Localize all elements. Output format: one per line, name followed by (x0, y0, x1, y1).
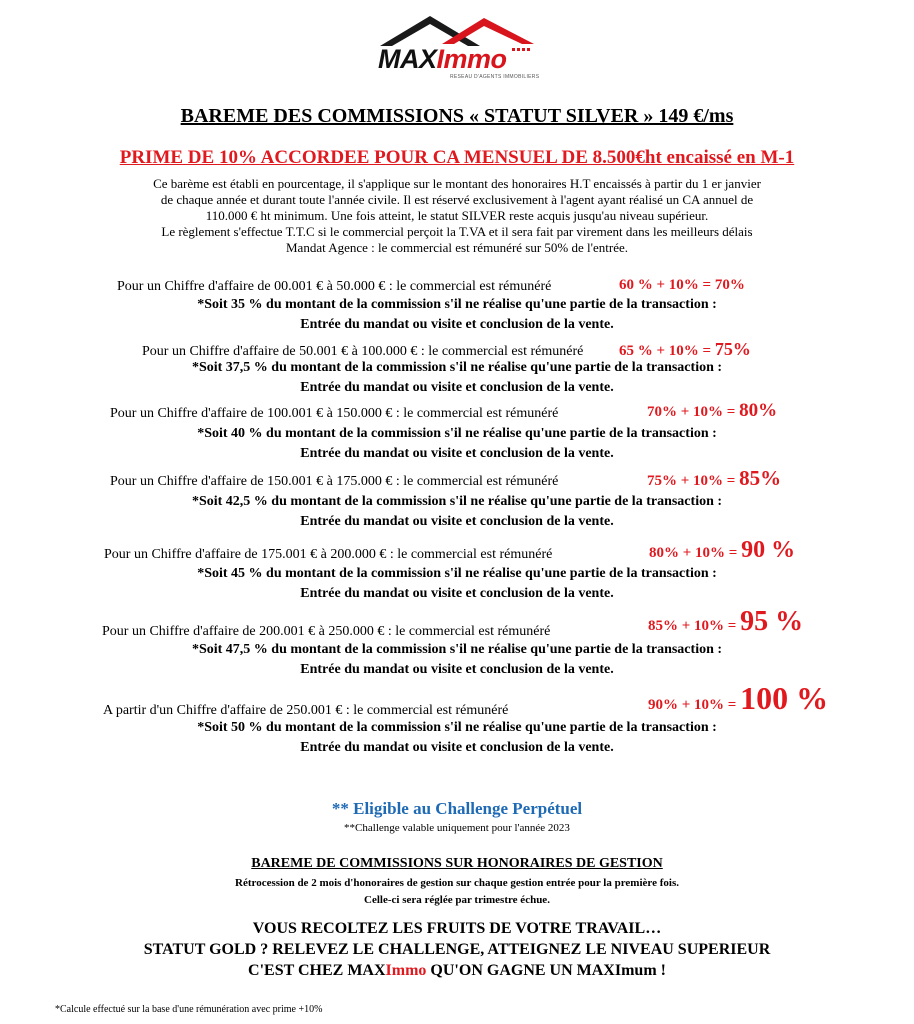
tier-range: Pour un Chiffre d'affaire de 50.001 € à 100.000 € : le commercial est rémunéré (142, 344, 584, 359)
closing-message (0, 918, 914, 981)
tier-note: *Soit 37,5 % du montant de la commission s'il ne réalise qu'une partie de la transaction : Entrée du mandat ou visite et conclusion de la vente. (191, 360, 723, 395)
intro-line: Le règlement s'effectue T.T.C si le commercial perçoit la T.VA et il sera fait par virement dans les meilleurs délais (161, 224, 753, 239)
intro-paragraph (70, 176, 844, 256)
tier-note: *Soit 40 % du montant de la commission s'il ne réalise qu'une partie de la transaction : Entrée du mandat ou visite et conclusion de la vente. (197, 426, 717, 461)
tier-note: *Soit 42,5 % du montant de la commission s'il ne réalise qu'une partie de la transaction : Entrée du mandat ou visite et conclusion de la vente. (191, 494, 723, 529)
tier-note: *Soit 45 % du montant de la commission s'il ne réalise qu'une partie de la transaction : Entrée du mandat ou visite et conclusion de la vente. (197, 566, 717, 601)
tier-rate: 90% + 10% = 100 % (648, 680, 829, 716)
gestion-line: Rétrocession de 2 mois d'honoraires de gestion sur chaque gestion entrée pour la première fois. (235, 877, 679, 889)
tier-note: *Soit 35 % du montant de la commission s'il ne réalise qu'une partie de la transaction : Entrée du mandat ou visite et conclusion de la vente. (197, 297, 717, 332)
tier-rate: 85% + 10% = 95 % (648, 606, 804, 637)
closing-line: VOUS RECOLTEZ LES FRUITS DE VOTRE TRAVAIL… (252, 920, 662, 937)
tier-rate: 80% + 10% = 90 % (649, 537, 796, 563)
gestion-line: Celle-ci sera réglée par trimestre échue. (364, 894, 550, 906)
logo-wordmark: MAXImmo (378, 44, 507, 74)
closing-line: STATUT GOLD ? RELEVEZ LE CHALLENGE, ATTEIGNEZ LE NIVEAU SUPERIEUR (143, 941, 771, 958)
tier-rate: 70% + 10% = 80% (647, 400, 778, 421)
gestion-text (0, 875, 914, 909)
logo-tagline: RESEAU D'AGENTS IMMOBILIERS (450, 74, 540, 80)
challenge-note: **Challenge valable uniquement pour l'année 2023 (344, 822, 570, 834)
closing-line: C'EST CHEZ MAXImmo QU'ON GAGNE UN MAXImum ! (248, 962, 666, 979)
tier-note: *Soit 47,5 % du montant de la commission s'il ne réalise qu'une partie de la transaction : Entrée du mandat ou visite et conclusion de la vente. (191, 642, 723, 677)
tier-rate: 65 % + 10% = 75% (619, 339, 751, 359)
gestion-title: BAREME DE COMMISSIONS SUR HONORAIRES DE GESTION (251, 856, 663, 871)
tier-range: Pour un Chiffre d'affaire de 00.001 € à 50.000 € : le commercial est rémunéré (117, 279, 552, 294)
tier-range: Pour un Chiffre d'affaire de 175.001 € à 200.000 € : le commercial est rémunéré (104, 547, 553, 562)
tier-range: Pour un Chiffre d'affaire de 150.001 € à 175.000 € : le commercial est rémunéré (110, 474, 559, 489)
challenge-eligibility: ** Eligible au Challenge Perpétuel (331, 799, 583, 818)
intro-line: de chaque année et durant toute l'année civile. Il est réservé exclusivement à l'agent ayant réalisé un CA annuel de (160, 192, 754, 207)
tier-range: A partir d'un Chiffre d'affaire de 250.001 € : le commercial est rémunéré (103, 703, 509, 718)
intro-line: Ce barème est établi en pourcentage, il s'applique sur le montant des honoraires H.T encaissés à partir du 1 er janvier (153, 176, 761, 191)
maximmo-logo (372, 10, 542, 85)
tier-range: Pour un Chiffre d'affaire de 100.001 € à 150.000 € : le commercial est rémunéré (110, 406, 559, 421)
tier-range: Pour un Chiffre d'affaire de 200.001 € à 250.000 € : le commercial est rémunéré (102, 624, 551, 639)
prime-banner: PRIME DE 10% ACCORDEE POUR CA MENSUEL DE 8.500€ht encaissé en M-1 (119, 147, 795, 168)
page-title: BAREME DES COMMISSIONS « STATUT SILVER » 149 €/ms (180, 105, 734, 127)
footnote: *Calcule effectué sur la base d'une rémunération avec prime +10% (55, 1004, 323, 1015)
tier-rate: 75% + 10% = 85% (647, 466, 782, 490)
tier-rate: 60 % + 10% = 70% (619, 277, 745, 293)
tier-note: *Soit 50 % du montant de la commission s'il ne réalise qu'une partie de la transaction : Entrée du mandat ou visite et conclusion de la vente. (197, 720, 717, 755)
intro-line: 110.000 € ht minimum. Une fois atteint, le statut SILVER reste acquis jusqu'au niveau supérieur. (205, 208, 709, 223)
intro-line: Mandat Agence : le commercial est rémunéré sur 50% de l'entrée. (285, 240, 628, 255)
